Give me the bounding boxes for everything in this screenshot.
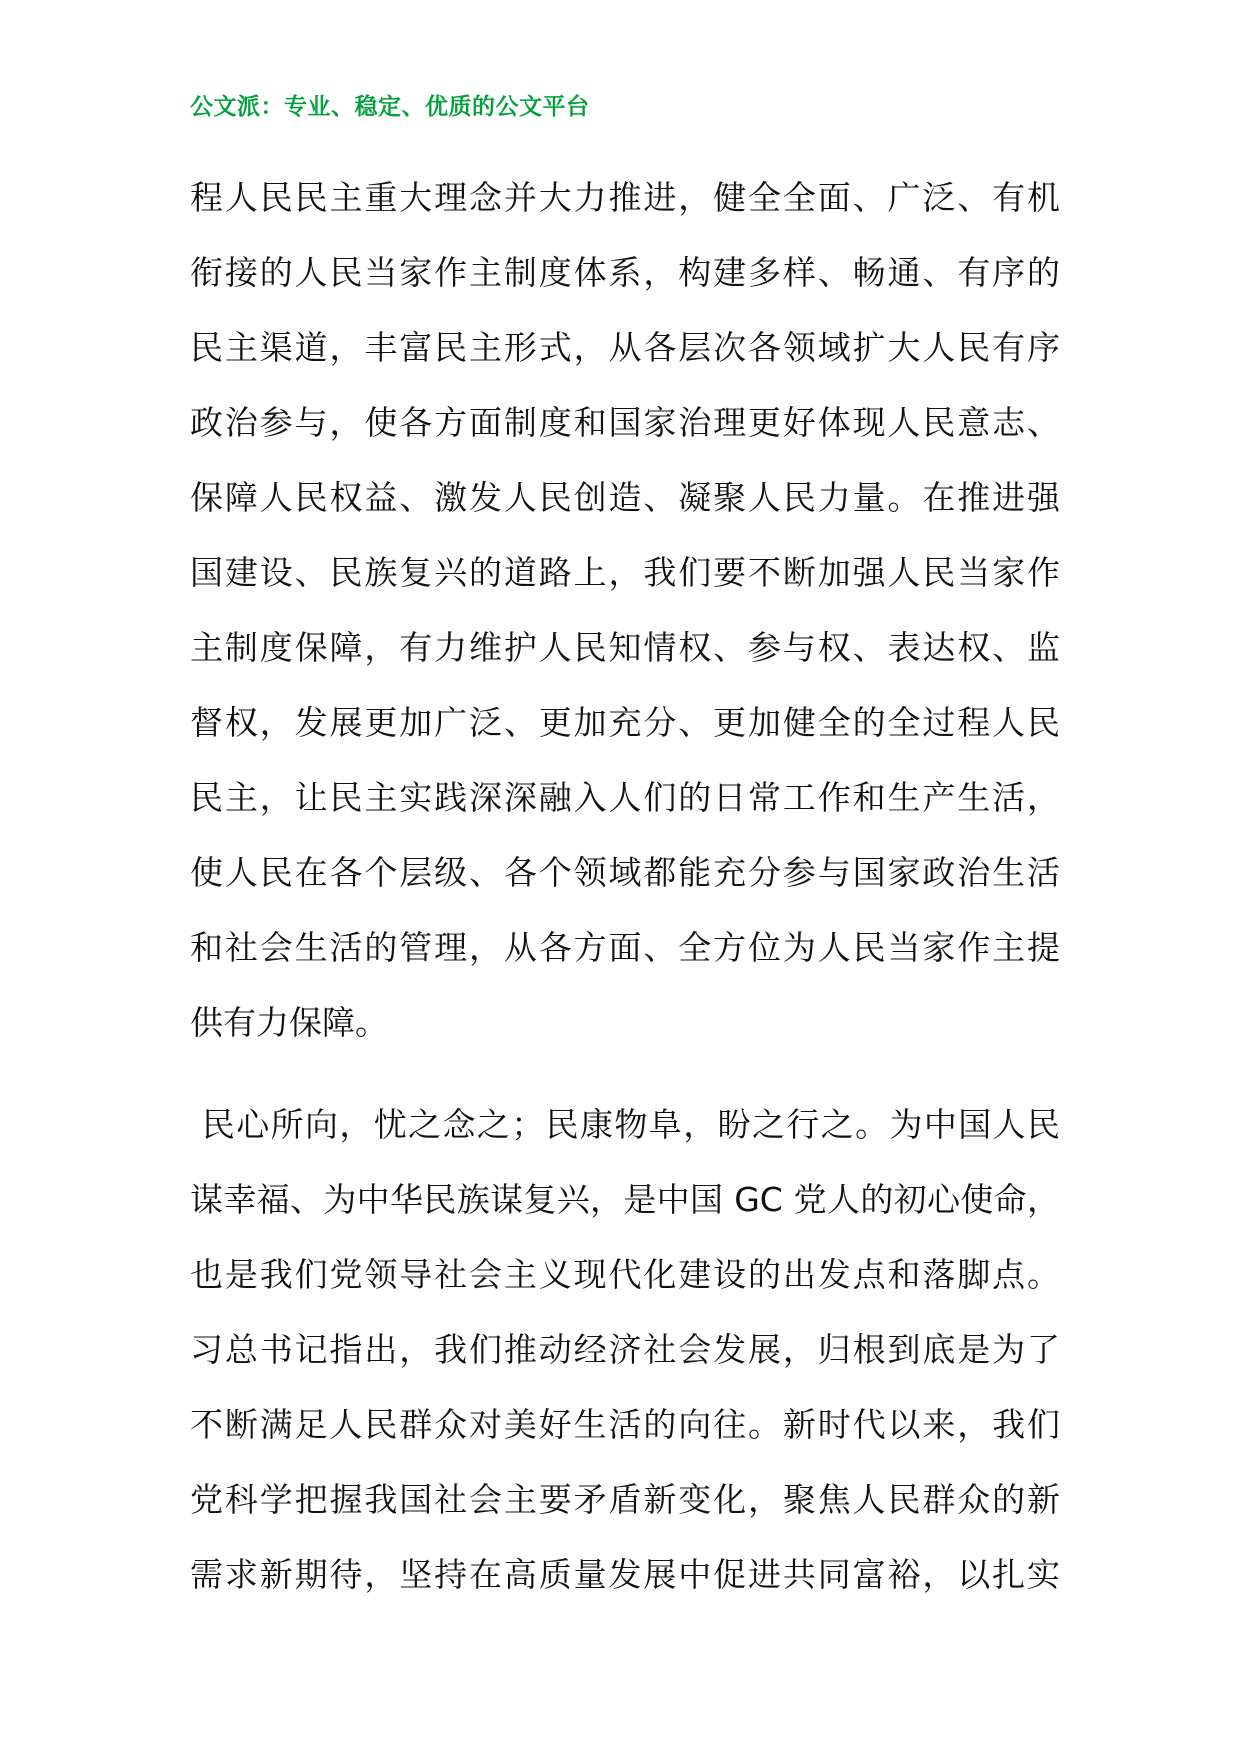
text-line: 习总书记指出，我们推动经济社会发展，归根到底是为了 — [190, 1330, 1060, 1369]
text-line: 不断满足人民群众对美好生活的向往。新时代以来，我们 — [190, 1405, 1060, 1444]
text-line: 督权，发展更加广泛、更加充分、更加健全的全过程人民 — [190, 703, 1060, 742]
text-line: 也是我们党领导社会主义现代化建设的出发点和落脚点。 — [190, 1255, 1060, 1294]
text-line: 国建设、民族复兴的道路上，我们要不断加强人民当家作 — [190, 553, 1060, 592]
text-line: 党科学把握我国社会主要矛盾新变化，聚焦人民群众的新 — [190, 1480, 1060, 1519]
text-line: 谋幸福、为中华民族谋复兴，是中国 GC 党人的初心使命， — [190, 1180, 1060, 1219]
text-line: 和社会生活的管理，从各方面、全方位为人民当家作主提 — [190, 928, 1060, 967]
header-banner: 公文派：专业、稳定、优质的公文平台 — [190, 94, 590, 120]
text-line: 主制度保障，有力维护人民知情权、参与权、表达权、监 — [190, 628, 1060, 667]
paragraph-1 — [190, 160, 1060, 1060]
text-line: 程人民民主重大理念并大力推进，健全全面、广泛、有机 — [190, 178, 1060, 217]
text-line: 民心所向，忧之念之；民康物阜，盼之行之。为中国人民 — [190, 1105, 1060, 1144]
text-line: 衔接的人民当家作主制度体系，构建多样、畅通、有序的 — [190, 253, 1060, 292]
text-line: 政治参与，使各方面制度和国家治理更好体现人民意志、 — [190, 403, 1060, 442]
text-line: 保障人民权益、激发人民创造、凝聚人民力量。在推进强 — [190, 478, 1060, 517]
text-line: 民主渠道，丰富民主形式，从各层次各领域扩大人民有序 — [190, 328, 1060, 367]
text-line: 供有力保障。 — [190, 1003, 388, 1042]
text-line: 使人民在各个层级、各个领域都能充分参与国家政治生活 — [190, 853, 1060, 892]
paragraph-2 — [190, 1087, 1060, 1612]
text-line: 民主，让民主实践深深融入人们的日常工作和生产生活， — [190, 778, 1060, 817]
text-line: 需求新期待，坚持在高质量发展中促进共同富裕，以扎实 — [190, 1555, 1060, 1594]
